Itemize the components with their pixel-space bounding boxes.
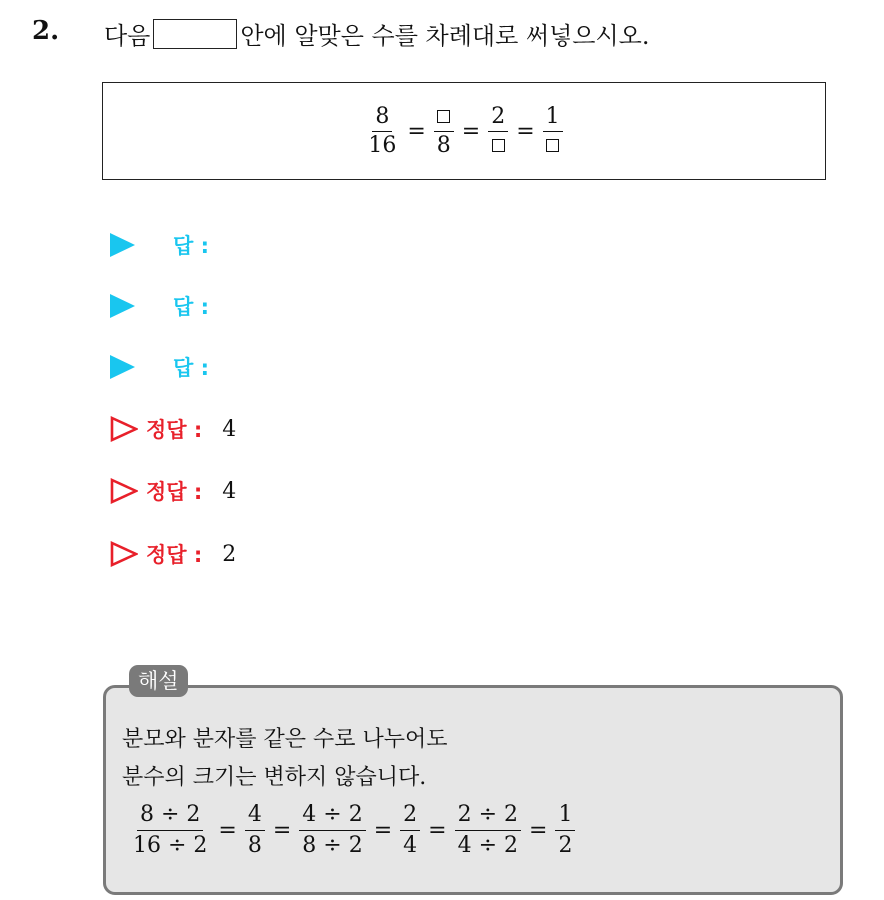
- correct-answer-row: [110, 411, 236, 447]
- fraction: [455, 800, 521, 861]
- fraction: [543, 103, 563, 160]
- denominator: 4: [403, 833, 418, 858]
- numerator: 1: [543, 103, 563, 132]
- answer-label: 답 :: [173, 295, 209, 319]
- question-text-before: 다음: [104, 22, 151, 50]
- denominator: 8: [436, 132, 451, 158]
- equals-sign: =: [407, 118, 426, 144]
- correct-answer-value: 4: [222, 478, 237, 504]
- correct-answer-value: 4: [222, 416, 237, 442]
- numerator: 2 ÷ 2: [455, 800, 521, 831]
- denominator: 4 ÷ 2: [457, 833, 519, 858]
- question-text-after: 안에 알맞은 수를 차례대로 써넣으시오.: [240, 22, 650, 50]
- numerator: 8 ÷ 2: [137, 800, 203, 831]
- numerator: 8: [372, 103, 392, 132]
- problem-box: [102, 82, 826, 180]
- equals-sign: =: [516, 118, 535, 144]
- denominator: 16: [368, 132, 397, 158]
- answer-row: [110, 227, 209, 263]
- numerator: 2: [400, 800, 420, 831]
- denominator-blank: [543, 132, 563, 160]
- answer-label: 답 :: [173, 234, 209, 258]
- denominator: 8: [247, 833, 262, 858]
- blank-box-icon: [153, 19, 237, 49]
- equals-sign: =: [373, 818, 393, 843]
- numerator-blank: [434, 103, 454, 132]
- equals-sign: =: [272, 818, 292, 843]
- denominator: 2: [558, 833, 573, 858]
- answer-row: [110, 288, 209, 324]
- answer-label: 답 :: [173, 356, 209, 380]
- outline-arrow-icon: [110, 416, 138, 442]
- denominator: 16 ÷ 2: [133, 833, 208, 858]
- question-number: 2.: [32, 16, 60, 46]
- fraction: [245, 800, 265, 861]
- correct-answer-label: 정답 :: [146, 418, 203, 442]
- explanation-line: 분모와 분자를 같은 수로 나누어도: [122, 727, 448, 752]
- equals-sign: =: [529, 818, 548, 843]
- denominator-blank: [488, 132, 508, 160]
- numerator: 4: [245, 800, 265, 831]
- correct-answer-value: 2: [222, 541, 237, 567]
- blank-square-icon: [437, 110, 450, 123]
- fraction: [365, 103, 399, 160]
- correct-answer-row: [110, 536, 236, 572]
- blank-square-icon: [492, 139, 505, 152]
- play-arrow-icon: [110, 355, 135, 379]
- fraction-equation: [360, 103, 567, 160]
- equals-sign: =: [461, 118, 481, 144]
- outline-arrow-icon: [110, 541, 138, 567]
- explanation-line: 분수의 크기는 변하지 않습니다.: [122, 765, 427, 790]
- numerator: 4 ÷ 2: [299, 800, 365, 831]
- fraction: [555, 800, 575, 861]
- explanation-tag: 해설: [129, 665, 188, 697]
- blank-square-icon: [546, 139, 559, 152]
- equals-sign: =: [428, 818, 447, 843]
- fraction: [434, 103, 454, 160]
- fraction: [130, 800, 210, 861]
- fraction: [299, 800, 365, 861]
- explanation-equation: [125, 800, 580, 861]
- correct-answer-row: [110, 473, 236, 509]
- correct-answer-label: 정답 :: [146, 543, 203, 567]
- outline-arrow-icon: [110, 478, 138, 504]
- denominator: 8 ÷ 2: [302, 833, 363, 858]
- fraction: [400, 800, 420, 861]
- numerator: 2: [488, 103, 508, 132]
- fraction: [488, 103, 508, 160]
- question-text: [104, 16, 649, 51]
- numerator: 1: [555, 800, 575, 831]
- answer-row: [110, 349, 209, 385]
- play-arrow-icon: [110, 294, 135, 318]
- correct-answer-label: 정답 :: [146, 480, 203, 504]
- equals-sign: =: [218, 818, 237, 843]
- play-arrow-icon: [110, 233, 135, 257]
